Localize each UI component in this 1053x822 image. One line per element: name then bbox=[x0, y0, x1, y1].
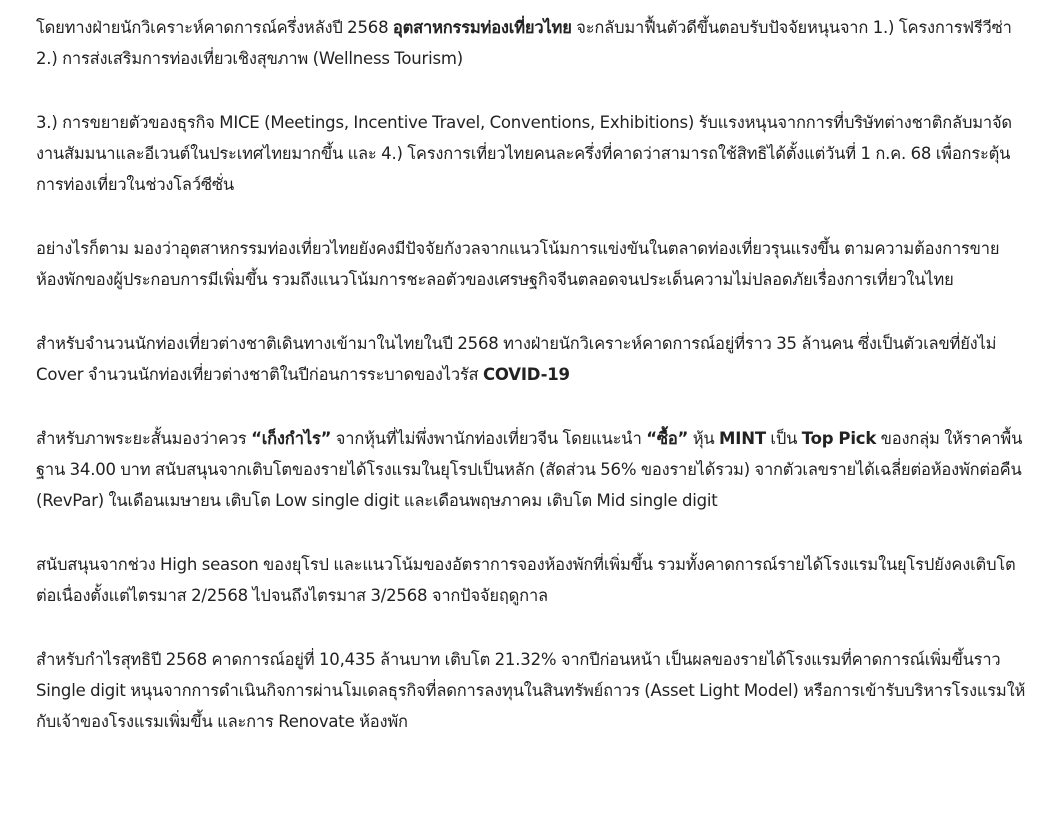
bold-text: อุตสาหกรรมท่องเที่ยวไทย bbox=[392, 18, 572, 37]
text-run: สนับสนุนจากช่วง High season ของยุโรป และแนวโน้มของอัตราการจองห้องพักที่เพิ่มขึ้น รวมทั้งคาดการณ์รายได้โรงแรมในยุโรปยังคงเติบโตต่อเนื่องตั้งแต่ไตรมาส 2/2568 ไปจนถึงไตรมาส 3/2568 จากปัจจัยฤดูกาล bbox=[36, 555, 1016, 605]
bold-text: Top Pick bbox=[801, 429, 877, 448]
text-run: จะกลับมาฟื้นตัวดีขึ้นตอบรับปัจจัยหนุนจาก 1.) โครงการฟรีวีซ่า 2.) การส่งเสริมการท่องเที่ยวเชิงสุขภาพ (Wellness Tourism) bbox=[36, 18, 1012, 68]
bold-text: MINT bbox=[719, 429, 766, 448]
text-run: เป็น bbox=[765, 429, 802, 448]
paragraph-net-profit bbox=[36, 644, 1026, 737]
text-run: อย่างไรก็ตาม มองว่าอุตสาหกรรมท่องเที่ยวไทยยังคงมีปัจจัยกังวลจากแนวโน้มการแข่งขันในตลาดท่องเที่ยวรุนแรงขึ้น ตามความต้องการขายห้องพักของผู้ประกอบการมีเพิ่มขึ้น รวมถึงแนวโน้มการชะลอตัวของเศรษฐกิจจีนตลอดจนประเด็นความไม่ปลอดภัยเรื่องการเที่ยวในไทย bbox=[36, 239, 1000, 289]
article-body bbox=[36, 12, 1026, 770]
text-run: โดยทางฝ่ายนักวิเคราะห์คาดการณ์ครึ่งหลังปี 2568 bbox=[36, 18, 393, 37]
text-run: สำหรับกำไรสุทธิปี 2568 คาดการณ์อยู่ที่ 10,435 ล้านบาท เติบโต 21.32% จากปีก่อนหน้า เป็นผลของรายได้โรงแรมที่คาดการณ์เพิ่มขึ้นราว Single digit หนุนจากการดำเนินกิจการผ่านโมเดลธุรกิจที่ลดการลงทุนในสินทรัพย์ถาวร (Asset Light Model) หรือการเข้ารับบริหารโรงแรมให้กับเจ้าของโรงแรมเพิ่มขึ้น และการ Renovate ห้องพัก bbox=[36, 650, 1026, 731]
bold-text: “ซื้อ” bbox=[646, 429, 689, 448]
text-run: หุ้น bbox=[688, 429, 720, 448]
bold-text: “เก็งกำไร” bbox=[251, 429, 332, 448]
paragraph-top-pick bbox=[36, 423, 1026, 516]
text-run: สำหรับภาพระยะสั้นมองว่าควร bbox=[36, 429, 252, 448]
text-run: 3.) การขยายตัวของธุรกิจ MICE (Meetings, Incentive Travel, Conventions, Exhibitions) รับแรงหนุนจากการที่บริษัทต่างชาติกลับมาจัดงานสัมมนาและอีเวนต์ในประเทศไทยมากขึ้น และ 4.) โครงการเที่ยวไทยคนละครึ่งที่คาดว่าสามารถใช้สิทธิได้ตั้งแต่วันที่ 1 ก.ค. 68 เพื่อกระตุ้นการท่องเที่ยวในช่วงโลว์ซีซั่น bbox=[36, 113, 1012, 194]
paragraph-tourist-count bbox=[36, 328, 1026, 390]
text-run: จากหุ้นที่ไม่พึ่งพานักท่องเที่ยวจีน โดยแนะนำ bbox=[331, 429, 647, 448]
paragraph-risks bbox=[36, 233, 1026, 295]
bold-text: COVID-19 bbox=[482, 365, 570, 384]
text-run: ของกลุ่ม ให้ราคาพื้นฐาน 34.00 บาท สนับสนุนจากเติบโตของรายได้โรงแรมในยุโรปเป็นหลัก (สัดส่วน 56% ของรายได้รวม) จากตัวเลขรายได้เฉลี่ยต่อห้องพักต่อคืน (RevPar) ในเดือนเมษายน เติบโต Low single digit และเดือนพฤษภาคม เติบโต Mid single digit bbox=[36, 429, 1023, 510]
paragraph-outlook bbox=[36, 12, 1026, 74]
paragraph-high-season bbox=[36, 549, 1026, 611]
paragraph-mice bbox=[36, 107, 1026, 200]
text-run: สำหรับจำนวนนักท่องเที่ยวต่างชาติเดินทางเข้ามาในไทยในปี 2568 ทางฝ่ายนักวิเคราะห์คาดการณ์อยู่ที่ราว 35 ล้านคน ซึ่งเป็นตัวเลขที่ยังไม่ Cover จำนวนนักท่องเที่ยวต่างชาติในปีก่อนการระบาดของไวรัส bbox=[36, 334, 997, 384]
